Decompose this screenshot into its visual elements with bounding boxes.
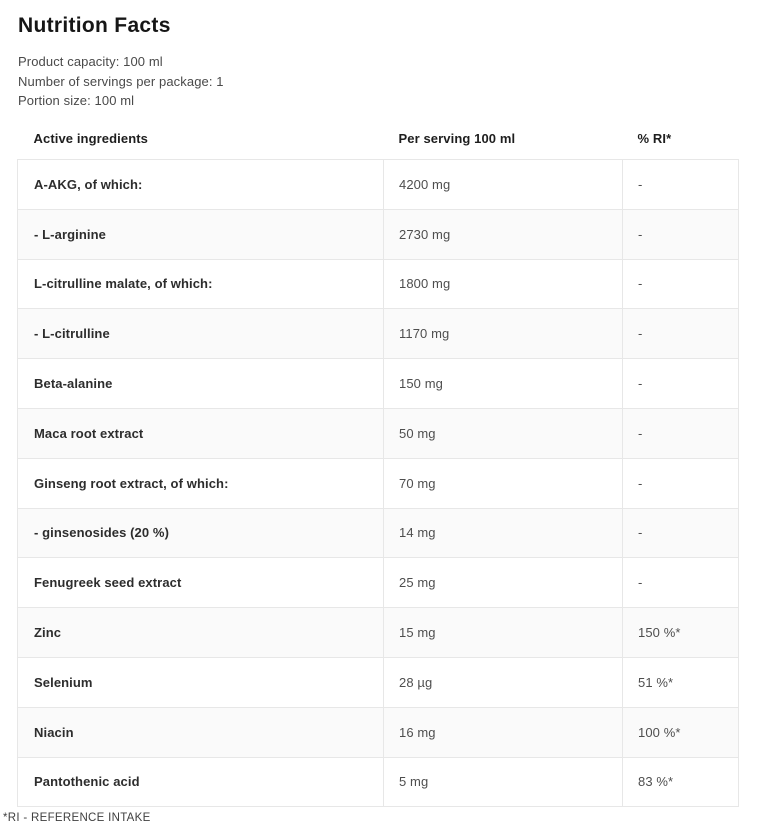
page-title: Nutrition Facts: [18, 14, 171, 37]
meta-servings-per-package: Number of servings per package: 1: [18, 73, 224, 89]
cell-ri: -: [623, 458, 739, 508]
header-per-serving: Per serving 100 ml: [398, 131, 516, 146]
cell-ri: -: [623, 160, 739, 210]
table-header-row: [18, 111, 739, 160]
cell-ingredient: Pantothenic acid: [18, 757, 384, 807]
header-ri: % RI*: [637, 131, 672, 146]
table-row: [18, 209, 739, 259]
meta-portion-size: Portion size: 100 ml: [18, 93, 135, 108]
cell-ingredient: - L-arginine: [18, 209, 384, 259]
table-row: [18, 458, 739, 508]
cell-ri: -: [623, 359, 739, 409]
product-meta: [18, 52, 757, 111]
cell-ingredient: - ginsenosides (20 %): [18, 508, 384, 558]
cell-ingredient: Maca root extract: [18, 408, 384, 458]
cell-ri: 100 %*: [623, 707, 739, 757]
cell-ri: 150 %*: [623, 608, 739, 658]
cell-ri: 51 %*: [623, 657, 739, 707]
cell-per-serving: 2730 mg: [384, 209, 623, 259]
cell-ingredient: A-AKG, of which:: [18, 160, 384, 210]
table-row: [18, 309, 739, 359]
cell-ingredient: - L-citrulline: [18, 309, 384, 359]
table-row: [18, 259, 739, 309]
table-row: [18, 408, 739, 458]
cell-ri: -: [623, 209, 739, 259]
table-row: [18, 707, 739, 757]
cell-ingredient: Beta-alanine: [18, 359, 384, 409]
cell-ingredient: Niacin: [18, 707, 384, 757]
cell-ingredient: L-citrulline malate, of which:: [18, 259, 384, 309]
cell-ri: -: [623, 309, 739, 359]
cell-per-serving: 28 µg: [384, 657, 623, 707]
cell-per-serving: 14 mg: [384, 508, 623, 558]
reference-intake-footnote: *RI - REFERENCE INTAKE: [3, 812, 151, 825]
cell-per-serving: 5 mg: [384, 757, 623, 807]
cell-ri: 83 %*: [623, 757, 739, 807]
table-row: [18, 558, 739, 608]
table-row: [18, 608, 739, 658]
table-row: [18, 757, 739, 807]
cell-per-serving: 1800 mg: [384, 259, 623, 309]
cell-ri: -: [623, 408, 739, 458]
cell-ingredient: Selenium: [18, 657, 384, 707]
header-active-ingredients: Active ingredients: [33, 131, 148, 146]
table-row: [18, 160, 739, 210]
cell-ri: -: [623, 259, 739, 309]
cell-ingredient: Fenugreek seed extract: [18, 558, 384, 608]
cell-per-serving: 1170 mg: [384, 309, 623, 359]
cell-ri: -: [623, 558, 739, 608]
cell-per-serving: 16 mg: [384, 707, 623, 757]
cell-per-serving: 15 mg: [384, 608, 623, 658]
cell-per-serving: 25 mg: [384, 558, 623, 608]
table-row: [18, 508, 739, 558]
cell-ingredient: Ginseng root extract, of which:: [18, 458, 384, 508]
cell-ingredient: Zinc: [18, 608, 384, 658]
cell-per-serving: 70 mg: [384, 458, 623, 508]
meta-product-capacity: Product capacity: 100 ml: [18, 54, 163, 69]
cell-per-serving: 4200 mg: [384, 160, 623, 210]
nutrition-table: [17, 111, 739, 808]
cell-per-serving: 150 mg: [384, 359, 623, 409]
table-row: [18, 657, 739, 707]
cell-per-serving: 50 mg: [384, 408, 623, 458]
table-row: [18, 359, 739, 409]
cell-ri: -: [623, 508, 739, 558]
